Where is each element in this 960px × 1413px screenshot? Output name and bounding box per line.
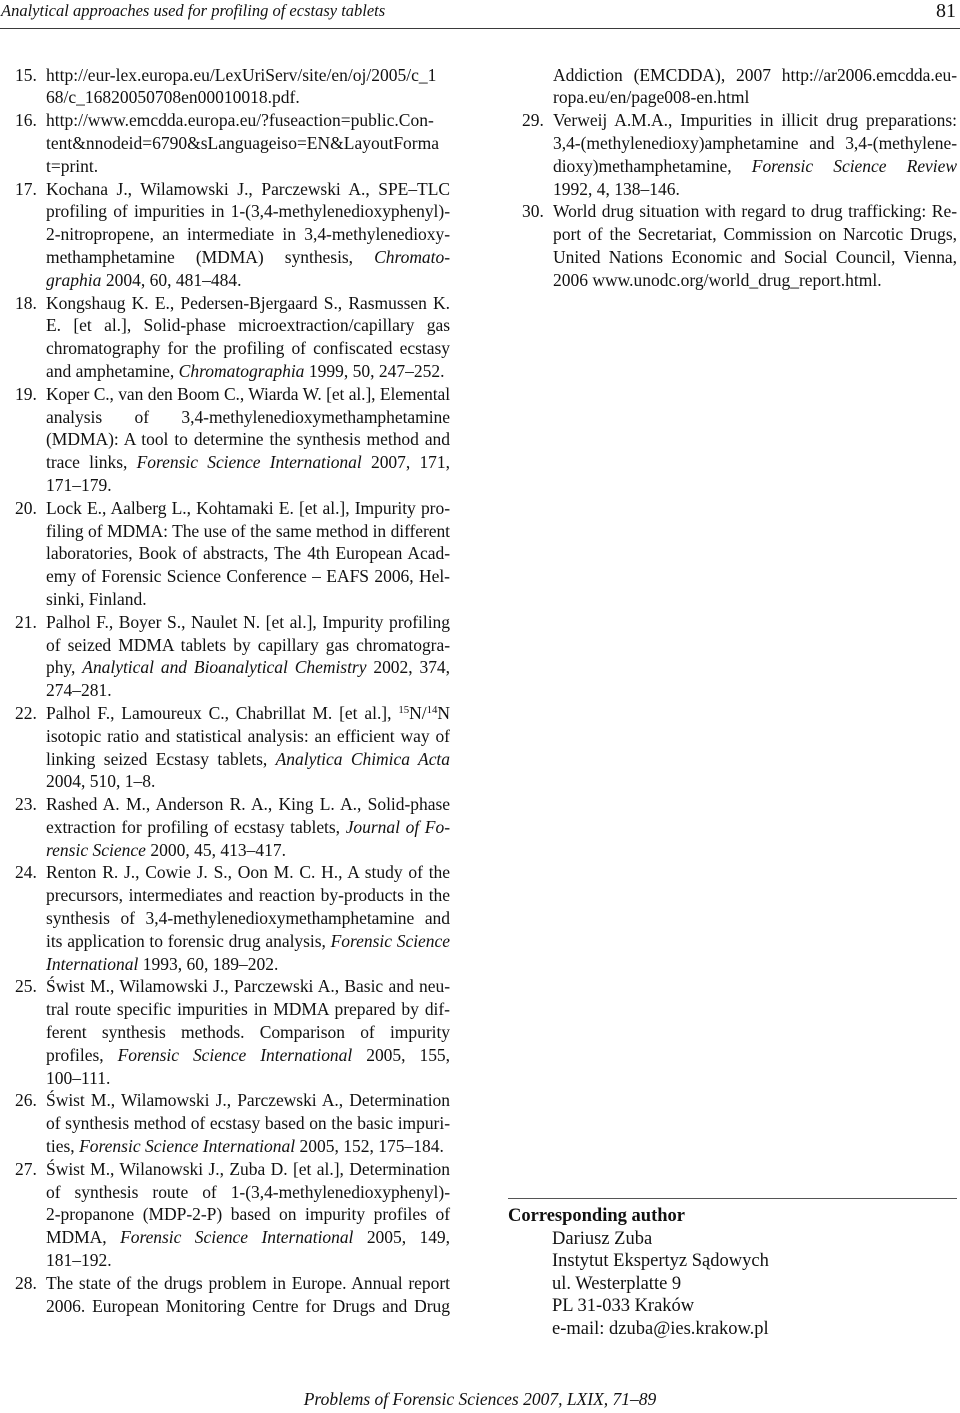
reference-line-text	[46, 1090, 450, 1110]
author-email: e-mail: dzuba@ies.krakow.pl	[552, 1318, 769, 1339]
reference-text: methamphetamine (MDMA) synthesis,	[46, 246, 375, 267]
reference-text: N	[437, 702, 450, 723]
reference-line	[46, 839, 450, 862]
reference-line	[46, 1295, 450, 1318]
reference-text: synthesis of 3,4-methylenedioxymethamphetamine and	[46, 908, 450, 929]
reference-line	[46, 588, 450, 611]
reference-line-text	[553, 110, 957, 130]
journal-title: Forensic Science International	[117, 1044, 353, 1065]
reference-text: of synthesis method of ecstasy based on the basic impuri-	[46, 1113, 450, 1134]
reference-line-text	[553, 156, 957, 176]
reference-text: isotopic ratio and statistical analysis: an efficient way of	[46, 725, 450, 746]
reference-line-text	[46, 612, 450, 632]
reference-text: precursors, intermediates and reaction by-products in the	[46, 885, 450, 906]
reference-line-text	[46, 452, 450, 472]
reference-text: sinki, Finland.	[46, 588, 147, 609]
reference-line	[46, 884, 450, 907]
header-rule	[0, 28, 960, 29]
reference-line-text	[46, 1250, 112, 1270]
reference-line	[522, 109, 957, 132]
reference-text: 2000, 45, 413–417.	[145, 839, 286, 860]
reference-text: Lock E., Aalberg L., Kohtamaki E. [et al.], Impurity pro-	[46, 497, 450, 518]
reference-text: profiling of impurities in 1-(3,4-methylenedioxyphenyl)-	[46, 201, 450, 222]
reference-line-text	[46, 1227, 450, 1247]
reference-line	[553, 246, 957, 269]
journal-title: graphia	[46, 269, 102, 290]
reference-line-text	[46, 133, 439, 153]
reference-line-text	[46, 270, 241, 290]
reference-text: 2-propanone (MDP-2-P) based on impurity profiles of	[46, 1204, 450, 1225]
journal-title: Forensic Science International	[136, 452, 362, 473]
reference-text: 2005, 152, 175–184.	[295, 1136, 444, 1157]
reference-line-text	[553, 247, 957, 267]
reference-text: extraction for profiling of ecstasy tablets,	[46, 816, 346, 837]
reference-line	[46, 1181, 450, 1204]
reference-line	[46, 565, 450, 588]
reference-line	[46, 86, 450, 109]
reference-text: Palhol F., Lamoureux C., Chabrillat M. [et al.],	[46, 702, 399, 723]
reference-line	[46, 725, 450, 748]
reference-line-text	[46, 794, 450, 814]
reference-text: 274–281.	[46, 680, 112, 701]
reference-line-text	[46, 1182, 450, 1202]
reference-text: Kochana J., Wilamowski J., Parczewski A., SPE–TLC	[46, 178, 450, 199]
journal-title: Analytical and Bioanalytical Chemistry	[82, 657, 367, 678]
reference-text: tent&nnodeid=6790&sLanguageiso=EN&LayoutForma	[46, 132, 440, 153]
author-address	[552, 1228, 769, 1341]
reference-text: of seized MDMA tablets by capillary gas chromatogra-	[46, 634, 450, 655]
reference-text: Świst M., Wilamowski J., Parczewski A., Determination	[46, 1090, 450, 1111]
reference-line	[553, 86, 957, 109]
reference-line	[553, 269, 957, 292]
reference-line-text	[46, 224, 450, 244]
reference-line	[46, 132, 450, 155]
reference-line	[46, 1135, 450, 1158]
reference-line-text	[46, 1068, 110, 1088]
reference-line-text	[46, 589, 147, 609]
reference-line	[46, 953, 450, 976]
reference-line-text	[46, 338, 450, 358]
reference-line-text	[553, 87, 749, 107]
reference-text: 2006 www.unodc.org/world_drug_report.html.	[553, 269, 882, 290]
reference-text: Addiction (EMCDDA), 2007 http://ar2006.emcdda.eu-	[553, 64, 957, 85]
reference-line	[46, 634, 450, 657]
reference-line	[46, 451, 450, 474]
reference-line	[46, 907, 450, 930]
reference-text: The state of the drugs problem in Europe. Annual report	[46, 1272, 450, 1293]
reference-line	[46, 474, 450, 497]
reference-text: 171–179.	[46, 474, 112, 495]
reference-line	[553, 64, 957, 87]
reference-line	[46, 1044, 450, 1067]
reference-number: 24.	[15, 862, 37, 883]
reference-text: t=print.	[46, 155, 99, 176]
journal-title: Chromato-	[374, 246, 450, 267]
reference-line	[46, 406, 450, 429]
reference-line	[15, 975, 450, 998]
reference-line-text	[46, 1159, 450, 1179]
reference-line-text	[553, 224, 957, 244]
reference-number: 27.	[15, 1158, 37, 1179]
reference-text: trace links,	[46, 452, 137, 473]
reference-text: analysis of 3,4-methylenedioxymethamphetamine	[46, 406, 450, 427]
reference-line-text	[46, 680, 112, 700]
reference-line	[15, 702, 450, 725]
journal-title: Analytica Chimica Acta	[275, 748, 450, 769]
reference-line	[46, 1226, 450, 1249]
reference-line	[46, 337, 450, 360]
reference-line-text	[46, 566, 450, 586]
reference-line-text	[46, 726, 450, 746]
reference-number: 19.	[15, 383, 37, 404]
reference-line	[15, 292, 450, 315]
reference-line-text	[553, 270, 882, 290]
reference-number: 20.	[15, 497, 37, 518]
reference-text: 2007, 171,	[361, 452, 450, 473]
author-rule	[508, 1198, 957, 1199]
reference-line-text	[46, 1296, 450, 1316]
reference-line-text	[553, 133, 957, 153]
reference-text: Rashed A. M., Anderson R. A., King L. A., Solid-phase	[46, 794, 450, 815]
reference-text: its application to forensic drug analysis,	[46, 930, 331, 951]
reference-text: phy,	[46, 657, 83, 678]
reference-number: 22.	[15, 702, 37, 723]
reference-line	[15, 1272, 450, 1295]
reference-text: E. [et al.], Solid-phase microextraction/capillary gas	[46, 315, 450, 336]
reference-line-text	[46, 1045, 450, 1065]
reference-line-text	[46, 703, 450, 723]
reference-text: and amphetamine,	[46, 360, 179, 381]
reference-line	[46, 223, 450, 246]
reference-text: laboratories, Book of abstracts, The 4th European Acad-	[46, 543, 450, 564]
reference-number: 26.	[15, 1090, 37, 1111]
reference-line	[15, 64, 450, 87]
reference-line	[46, 1067, 450, 1090]
reference-text: United Nations Economic and Social Council, Vienna,	[553, 246, 957, 267]
reference-line-text	[46, 1273, 450, 1293]
reference-text: 2006. European Monitoring Centre for Drugs and Drug	[46, 1295, 450, 1316]
reference-line-text	[46, 87, 300, 107]
author-name: Dariusz Zuba	[552, 1228, 653, 1249]
reference-text: 2004, 510, 1–8.	[46, 771, 156, 792]
reference-line-text	[46, 885, 450, 905]
reference-line	[46, 816, 450, 839]
reference-line	[15, 178, 450, 201]
reference-number: 18.	[15, 292, 37, 313]
reference-line	[553, 178, 957, 201]
reference-line-text	[46, 1204, 450, 1224]
reference-line	[522, 200, 957, 223]
reference-line-text	[46, 1022, 450, 1042]
reference-line-text	[46, 954, 278, 974]
reference-text: http://eur-lex.europa.eu/LexUriServ/site/en/oj/2005/c_1	[46, 64, 437, 85]
running-title: Analytical approaches used for profiling of ecstasy tablets	[1, 1, 386, 20]
reference-line	[15, 497, 450, 520]
author-street: ul. Westerplatte 9	[552, 1273, 682, 1294]
reference-line	[46, 200, 450, 223]
reference-text: http://www.emcdda.europa.eu/?fuseaction=public.Con-	[46, 110, 434, 131]
reference-line-text	[46, 156, 98, 176]
journal-title: Forensic Science International	[79, 1136, 296, 1157]
reference-line-text	[553, 179, 680, 199]
reference-number: 17.	[15, 178, 37, 199]
reference-number: 15.	[15, 64, 37, 85]
reference-text: 1992, 4, 138–146.	[553, 178, 680, 199]
reference-line-text	[46, 976, 450, 996]
reference-line	[46, 679, 450, 702]
reference-line	[46, 428, 450, 451]
reference-line-text	[46, 1113, 450, 1133]
superscript: 15	[398, 703, 410, 716]
reference-text: 181–192.	[46, 1250, 112, 1271]
reference-line	[46, 1249, 450, 1272]
reference-line	[15, 611, 450, 634]
reference-line	[46, 246, 450, 269]
reference-text: 2-nitropropene, an intermediate in 3,4-methylenedioxy-	[46, 224, 450, 245]
reference-text: tral route specific impurities in MDMA prepared by dif-	[46, 999, 450, 1020]
reference-line	[46, 656, 450, 679]
reference-text: 2005, 155,	[352, 1044, 450, 1065]
reference-text: 1999, 50, 247–252.	[304, 360, 445, 381]
reference-line-text	[46, 635, 450, 655]
reference-text: Verweij A.M.A., Impurities in illicit drug preparations:	[553, 110, 957, 131]
reference-line	[46, 155, 450, 178]
reference-line-text	[46, 407, 450, 427]
reference-line	[46, 269, 450, 292]
reference-text: ferent synthesis methods. Comparison of impurity	[46, 1022, 450, 1043]
reference-line-text	[46, 657, 450, 677]
reference-line-text	[553, 65, 957, 85]
reference-line	[46, 770, 450, 793]
reference-text: 1993, 60, 189–202.	[138, 953, 279, 974]
reference-line	[15, 383, 450, 406]
reference-line	[15, 1158, 450, 1181]
reference-line	[46, 930, 450, 953]
reference-text: chromatography for the profiling of confiscated ecstasy	[46, 338, 450, 359]
reference-text: N/	[409, 702, 427, 723]
reference-line-text	[46, 315, 450, 335]
reference-text: filing of MDMA: The use of the same method in different	[46, 520, 450, 541]
journal-title: Forensic Science Review	[751, 155, 957, 176]
reference-line-text	[553, 201, 957, 221]
reference-text: ties,	[46, 1136, 80, 1157]
reference-text: 68/c_16820050708en00010018.pdf.	[46, 87, 300, 108]
reference-line	[46, 314, 450, 337]
reference-text: Świst M., Wilanowski J., Zuba D. [et al.], Determination	[46, 1158, 450, 1179]
journal-title: rensic Science	[46, 839, 146, 860]
reference-number: 23.	[15, 794, 37, 815]
reference-text: Renton R. J., Cowie J. S., Oon M. C. H., A study of the	[46, 862, 450, 883]
reference-line-text	[46, 384, 450, 404]
reference-line-text	[46, 543, 450, 563]
journal-title: Journal of Fo-	[345, 816, 450, 837]
reference-line-text	[46, 999, 450, 1019]
reference-line-text	[46, 65, 436, 85]
reference-line	[46, 1021, 450, 1044]
reference-number: 21.	[15, 611, 37, 632]
reference-text: 2002, 374,	[366, 657, 450, 678]
journal-title: Forensic Science	[330, 930, 450, 951]
reference-line	[46, 748, 450, 771]
reference-line-text	[46, 931, 450, 951]
reference-line-text	[46, 110, 434, 130]
reference-text: World drug situation with regard to drug trafficking: Re-	[553, 201, 957, 222]
reference-line	[46, 1112, 450, 1135]
reference-line-text	[46, 840, 286, 860]
reference-text: 2005, 149,	[353, 1227, 450, 1248]
reference-line	[46, 542, 450, 565]
reference-number: 30.	[522, 201, 544, 222]
reference-line	[15, 793, 450, 816]
reference-line-text	[46, 201, 450, 221]
reference-number: 25.	[15, 976, 37, 997]
reference-number: 28.	[15, 1272, 37, 1293]
journal-footer: Problems of Forensic Sciences 2007, LXIX, 71–89	[303, 1389, 657, 1409]
reference-line	[15, 109, 450, 132]
author-heading: Corresponding author	[508, 1206, 685, 1226]
reference-text: 100–111.	[46, 1067, 111, 1088]
reference-line-text	[46, 862, 450, 882]
reference-number: 16.	[15, 110, 37, 131]
reference-line	[46, 998, 450, 1021]
reference-line-text	[46, 749, 450, 769]
reference-line-text	[46, 817, 450, 837]
reference-text: ropa.eu/en/page008-en.html	[553, 87, 750, 108]
author-institution: Instytut Ekspertyz Sądowych	[552, 1251, 769, 1272]
page-number: 81	[936, 0, 956, 22]
reference-line-text	[46, 247, 450, 267]
reference-line-text	[46, 429, 450, 449]
reference-line-text	[46, 521, 450, 541]
reference-line	[46, 1203, 450, 1226]
reference-text: profiles,	[46, 1044, 118, 1065]
reference-line-text	[46, 771, 155, 791]
reference-line	[46, 520, 450, 543]
reference-text: of synthesis route of 1-(3,4-methylenedioxyphenyl)-	[46, 1181, 450, 1202]
reference-line	[553, 132, 957, 155]
reference-line-text	[46, 475, 112, 495]
reference-line-text	[46, 498, 450, 518]
reference-line	[46, 360, 450, 383]
reference-line-text	[46, 908, 450, 928]
reference-number: 29.	[522, 110, 544, 131]
journal-title: Forensic Science International	[120, 1227, 354, 1248]
reference-text: (MDMA): A tool to determine the synthesis method and	[46, 429, 450, 450]
reference-text: Kongshaug K. E., Pedersen-Bjergaard S., Rasmussen K.	[46, 292, 450, 313]
reference-line	[553, 155, 957, 178]
reference-text: Koper C., van den Boom C., Wiarda W. [et al.], Elemental	[46, 383, 450, 404]
reference-text: linking seized Ecstasy tablets,	[46, 748, 276, 769]
reference-text: 2004, 60, 481–484.	[101, 269, 242, 290]
reference-line-text	[46, 293, 450, 313]
reference-text: emy of Forensic Science Conference – EAFS 2006, Hel-	[46, 566, 450, 587]
superscript: 14	[426, 703, 438, 716]
reference-line-text	[46, 1136, 444, 1156]
journal-title: International	[46, 953, 139, 974]
reference-text: dioxy)methamphetamine,	[553, 155, 752, 176]
author-city: PL 31-033 Kraków	[552, 1296, 695, 1317]
reference-text: 3,4-(methylenedioxy)amphetamine and 3,4-(methylene-	[553, 132, 957, 153]
reference-text: Świst M., Wilamowski J., Parczewski A., Basic and neu-	[46, 976, 450, 997]
reference-text: Palhol F., Boyer S., Naulet N. [et al.], Impurity profiling	[46, 611, 450, 632]
journal-title: Chromatographia	[178, 360, 305, 381]
reference-line	[553, 223, 957, 246]
reference-text: port of the Secretariat, Commission on Narcotic Drugs,	[553, 224, 957, 245]
reference-line-text	[46, 179, 450, 199]
reference-line-text	[46, 361, 444, 381]
reference-list-right	[522, 64, 957, 292]
reference-list-left	[15, 64, 450, 1318]
reference-line	[15, 861, 450, 884]
reference-text: MDMA,	[46, 1227, 121, 1248]
reference-line	[15, 1089, 450, 1112]
